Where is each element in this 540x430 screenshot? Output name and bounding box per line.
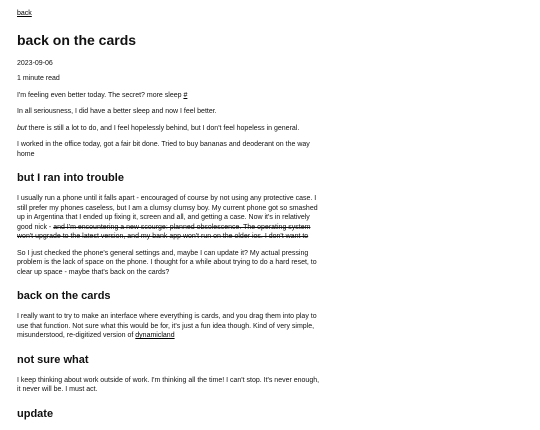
article — [17, 9, 322, 430]
read-time: 1 minute read — [17, 75, 60, 82]
post-date: 2023-09-06 — [17, 59, 53, 67]
section-heading-cards: back on the cards — [17, 290, 111, 302]
emphasis-but: but — [17, 124, 27, 132]
back-link[interactable]: back — [17, 10, 32, 17]
sleep-link[interactable]: # — [183, 91, 188, 99]
trouble-text: I usually run a phone until it falls apart - encouraged of course by not using any protective case. I still prefer my phones caseless, but I am a clumsy clumsy boy. My current phone got so smashed up in Argentina that I ended up fixing it, screen and all, and getting a case. Now it's in relatively good nick - — [17, 195, 318, 231]
page-title: back on the cards — [17, 31, 137, 48]
intro-paragraph-3 — [17, 124, 322, 134]
dynamicland-link[interactable]: dynamicland — [135, 332, 175, 339]
struck-text: and I'm encountering a new scourge: planned obsolescence. The operating system won't upgrade to the latest version, and my bank app won't run on the older ios. I don't want to — [17, 223, 311, 240]
section-heading-trouble: but I ran into trouble — [17, 172, 124, 184]
intro-paragraph-2: In all seriousness, I did have a better sleep and now I feel better. — [17, 108, 217, 115]
section-heading-update: update — [17, 407, 54, 420]
section-heading-unsure: not sure what — [17, 353, 89, 366]
intro-paragraph-4: I worked in the office today, got a fair bit done. Tried to buy bananas and deoderant on the way home — [17, 141, 310, 158]
trouble-paragraph-2: So I just checked the phone's general settings and, maybe I can update it? My actual pressing problem is the lack of space on the phone. I thought for a while about trying to do a hard reset, to clear up space - maybe that's back on the cards? — [17, 249, 317, 276]
unsure-paragraph: I keep thinking about work outside of work. I'm thinking all the time! I can't stop. It's never enough, it never will be. I must act. — [17, 376, 320, 393]
intro-text-3: there is still a lot to do, and I feel hopelessly behind, but I don't feel hopeless in general. — [26, 124, 300, 132]
intro-text-1: I'm feeling even better today. The secret? more sleep — [17, 91, 184, 99]
cards-paragraph — [17, 312, 322, 341]
cards-text: I really want to try to make an interface where everything is cards, and you drag them into play to use that function. Not sure what this would be for, it's just a fun idea though. Kind of very simple, misunderstood, re-digitized version of — [17, 313, 317, 339]
trouble-paragraph-1 — [17, 194, 322, 242]
intro-paragraph-1 — [17, 91, 322, 101]
